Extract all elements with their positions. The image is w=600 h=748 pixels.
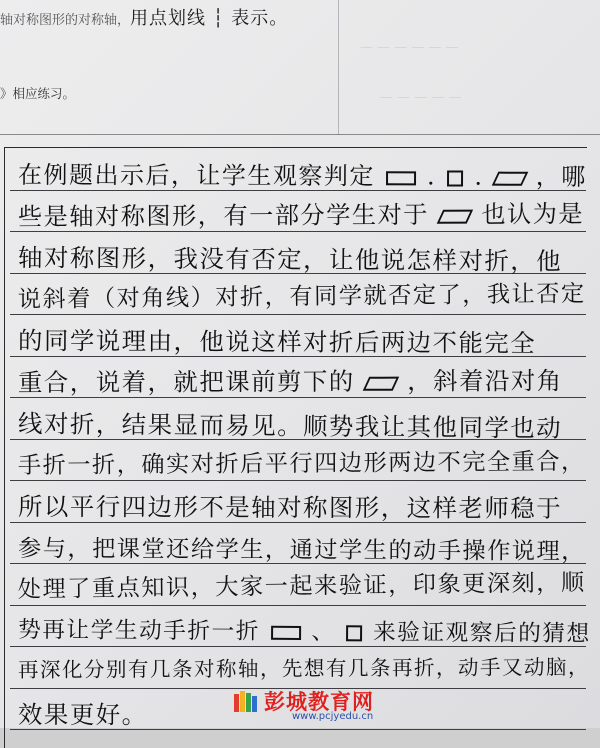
handwritten-line (18, 529, 586, 566)
watermark-url: www.pcjyedu.cn (292, 711, 374, 722)
handwritten-text: 参与，把课堂还给学生，通过学生的动手操作说理， (18, 534, 586, 565)
handwritten-text: 也认为是 (472, 199, 585, 229)
handwritten-text: 在例题出示后，让学生观察判定 (18, 161, 385, 191)
handwritten-text: 来验证观察后的猜想 (364, 618, 591, 647)
handwritten-text: . (417, 162, 446, 191)
handwritten-text: 说斜着（对角线）对折，有同学就否定了，我让否定 (17, 279, 586, 313)
handwritten-text: 线对折，结果显而易见。顺势我让其他同学也动 (18, 409, 563, 443)
handwritten-line (18, 563, 586, 604)
handwritten-text: ，斜着沿对角 (397, 365, 563, 396)
column-divider (338, 0, 339, 135)
handwritten-text: 手折一折，确实对折后平行四边形两边不完全重合， (17, 447, 586, 479)
bleed-through-text: — — — — — (380, 90, 462, 105)
rectangle-sketch-icon (386, 171, 416, 185)
handwritten-line (17, 650, 590, 683)
ruled-line (10, 605, 586, 606)
parallelogram-sketch-icon (363, 376, 399, 390)
handwritten-line (18, 274, 586, 314)
handwritten-line (18, 404, 586, 444)
handwritten-text: 些是轴对称图形，有一部分学生对于 (17, 200, 439, 231)
handwritten-line (18, 487, 586, 524)
handwritten-text: 、 (302, 618, 345, 645)
square-sketch-icon (346, 625, 362, 641)
handwritten-line (18, 238, 586, 277)
handwritten-text: ，哪 (526, 162, 587, 191)
section-divider (0, 134, 600, 135)
printed-fragment: 轴对称图形的对称轴， (0, 13, 131, 28)
site-watermark (232, 684, 402, 724)
bleed-through-text: — — — — — — (360, 40, 459, 55)
parallelogram-sketch-icon (437, 209, 473, 223)
handwritten-text: 再深化分别有几条对称轴，先想有几条再折，动手又动脑， (17, 655, 590, 682)
printed-instruction-line (0, 4, 288, 30)
printed-textbook-section (0, 0, 600, 135)
rectangle-sketch-icon (271, 625, 301, 639)
handwritten-text: 重合，说着，就把课前剪下的 (17, 366, 365, 397)
handwritten-text: 势再让学生动手折一折 (18, 616, 269, 645)
handwritten-line (18, 155, 586, 192)
handwritten-note: 用点划线 ┆ 表示。 (130, 8, 289, 29)
handwritten-text: 轴对称图形，我没有否定，让他说怎样对折，他 (18, 243, 563, 276)
handwritten-text: 所以平行四边形不是轴对称图形，这样老师稳于 (18, 492, 563, 523)
ruled-line (10, 314, 586, 315)
handwritten-line (18, 321, 586, 359)
ruled-line (10, 480, 586, 481)
books-logo-icon (232, 688, 258, 714)
handwritten-text: . (465, 162, 493, 191)
handwritten-line (18, 194, 586, 232)
handwritten-text: 处理了重点知识，大家一起来验证，印象更深刻，顺 (17, 569, 586, 604)
parallelogram-sketch-icon (491, 171, 528, 185)
watermark-title: 彭城教育网 (264, 690, 374, 714)
handwritten-line (18, 361, 586, 398)
square-sketch-icon (447, 170, 463, 186)
handwritten-line (18, 612, 591, 648)
exercise-caption: 》相应练习。 (0, 86, 76, 101)
handwritten-line (18, 442, 586, 480)
handwritten-text: 效果更好。 (18, 699, 148, 729)
handwritten-text: 的同学说理由，他说这样对折后两边不能完全 (18, 326, 537, 358)
